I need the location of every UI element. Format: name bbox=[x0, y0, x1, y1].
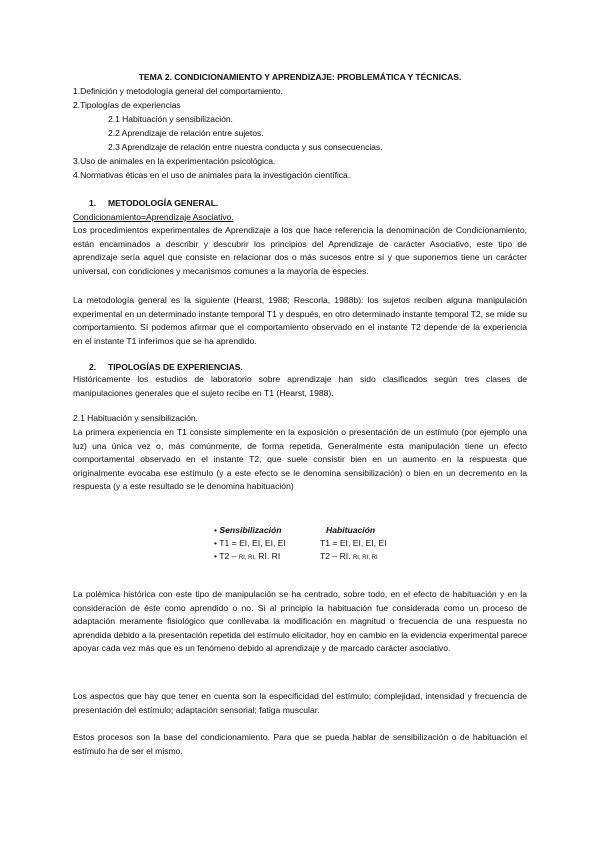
section2-number: 2. bbox=[89, 362, 97, 372]
habituation-t1: T1 = EI, EI, EI, EI bbox=[320, 538, 387, 548]
sensitization-t1: T1 = EI, EI, EI, EI bbox=[219, 538, 286, 548]
section2-1-paragraph-3: Los aspectos que hay que tener en cuenta son la especificidad del estímulo; complejidad, intensidad y frecuencia de presentación del estímulo; adaptación sensorial; fatiga muscular. bbox=[73, 691, 527, 715]
habituation-t2-small: RI, RI, RI bbox=[352, 555, 378, 561]
section1-subheading: Condicionamiento=Aprendizaje Asociativo. bbox=[73, 212, 234, 222]
index-item-3: 3.Uso de animales en la experimentación psicológica. bbox=[73, 156, 276, 166]
sensitization-column bbox=[214, 524, 286, 565]
sensitization-t2-prefix: T2 – bbox=[219, 551, 237, 561]
section1-paragraph-2: La metodología general es la siguiente (Hearst, 1988; Rescorla, 1988b): los sujetos reciben alguna manipulación experimental en un determinado instante temporal T1 y después, en otro determinado instante temporal T2, se mide su comportamiento. Sí podemos afirmar que el comportamiento observado en el instante T2 depende de la experiencia en el instante T1 inferimos que se ha aprendido. bbox=[73, 295, 527, 346]
section2-1-heading: 2.1 Habituación y sensibilización. bbox=[73, 413, 198, 423]
document-title: TEMA 2. CONDICIONAMIENTO Y APRENDIZAJE: PROBLEMÁTICA Y TÉCNICAS. bbox=[138, 72, 462, 82]
sensitization-t2-large: RI. RI bbox=[258, 551, 281, 561]
habituation-t2-row bbox=[320, 550, 387, 565]
section1-paragraph-1: Los procedimientos experimentales de Aprendizaje a los que hace referencia la denominación de Condicionamiento, están encaminados a describir y descubrir los principios del Aprendizaje de carácter Asociativo, este tipo de aprendizaje sería aquel que consiste en relacionar dos o más sucesos entre sí y que suponemos tiene un carácter universal, con condiciones y mecanismos comunes a la mayoría de especies. bbox=[73, 225, 527, 276]
sensitization-heading: Sensibilización bbox=[219, 525, 282, 535]
section2-heading: TIPOLOGÍAS DE EXPERIENCIAS. bbox=[108, 362, 243, 372]
index-item-2: 2.Tipologías de experiencias bbox=[73, 100, 181, 110]
section2-paragraph-1: Históricamente los estudios de laboratorio sobre aprendizaje han sido clasificados según tres clases de manipulaciones generales que el sujeto recibe en T1 (Hearst, 1988). bbox=[73, 374, 527, 398]
section2-1-paragraph-4: Estos procesos son la base del condicionamiento. Para que se pueda hablar de sensibilización o de habituación el estímulo ha de ser el mismo. bbox=[73, 732, 527, 756]
habituation-t2-large: RI. bbox=[339, 551, 351, 561]
section1-heading: METODOLOGÍA GENERAL. bbox=[108, 198, 219, 208]
index-item-2-1: 2.1 Habituación y sensibilización. bbox=[108, 114, 233, 124]
index-item-2-2: 2.2 Aprendizaje de relación entre sujetos. bbox=[108, 128, 264, 138]
habituation-heading: Habituación bbox=[326, 525, 376, 535]
index-item-4: 4.Normativas éticas en el uso de animales para la investigación científica. bbox=[73, 170, 351, 180]
bullet-row: • T1 = EI, EI, EI, EI bbox=[214, 538, 286, 548]
index-item-2-3: 2.3 Aprendizaje de relación entre nuestra conducta y sus consecuencias. bbox=[108, 142, 383, 152]
habituation-t2-prefix: T2 – bbox=[320, 551, 338, 561]
habituation-column bbox=[320, 524, 387, 565]
section2-1-paragraph-1: La primera experiencia en T1 consiste simplemente en la exposición o presentación de un estímulo (por ejemplo una luz) una única vez o, más comúnmente, de forma repetida. Generalmente esta manipulación tiene un efecto comportamental observado en el instante T2, que suele consistir bien en un aumento en la respuesta que originalmente evocaba ese estímulo (y a este efecto se le denomina sensibilización) o bien en un decremento en la respuesta (y a este resultado se le denomina habituación) bbox=[73, 427, 527, 491]
sensitization-t2-small: RI, RI, bbox=[238, 555, 256, 561]
index-item-1: 1.Definición y metodología general del comportamiento. bbox=[73, 86, 283, 96]
section2-1-paragraph-2: La polémica histórica con este tipo de manipulación se ha centrado, sobre todo, en el efecto de habituación y en la consideración de éste como aprendido o no. Si al principio la habituación fue considerada como un proceso de adaptación meramente fisiológico que conllevaba la modificación en magnitud o frecuencia de una respuesta no aprendida debido a la presentación repetida del estímulo elicitador, hoy en cambio en la evidencia experimental parece apoyar cada vez más que es un fenómeno debido al aprendizaje y de marcado carácter asociativo. bbox=[73, 589, 527, 653]
bullet-row: • Sensibilización bbox=[214, 525, 282, 535]
section1-number: 1. bbox=[89, 198, 97, 208]
comparison-table bbox=[214, 524, 414, 564]
bullet-row: • T2 – RI, RI, RI. RI bbox=[214, 551, 281, 561]
